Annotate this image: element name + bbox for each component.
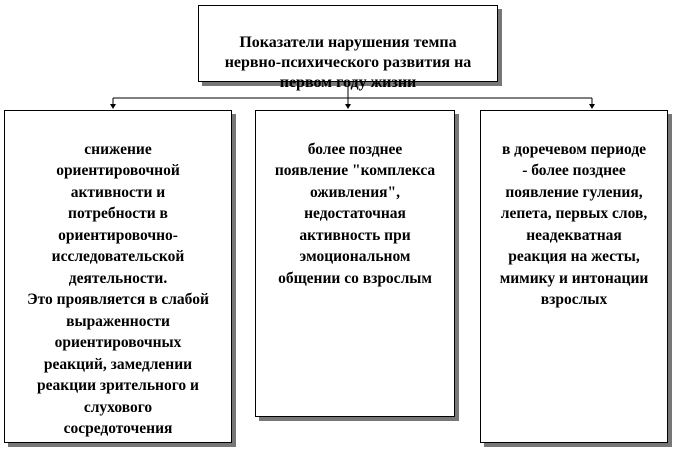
child-box-revival-complex-text: более позднее появление "комплекса оживления", недостаточная активность при эмоциональном общении со взрослым — [274, 140, 436, 287]
right-arrowhead-icon — [589, 104, 595, 109]
child-box-prespeech-period — [480, 110, 668, 443]
child-box-revival-complex — [255, 110, 455, 417]
root-box — [198, 5, 498, 91]
child-box-prespeech-period-text: в доречевом периоде - более позднее появление гуления, лепета, первых слов, неадекватная реакция на жесты, мимику и интонации взрослых — [499, 140, 649, 308]
child-box-orienting-activity-text: снижение ориентировочной активности и потребности в ориентировочно- исследовательской деятельности. Это проявляется в слабой выраженности ориентировочных реакций, замедлении реакции зрительного и слухового сосредоточения — [27, 140, 209, 437]
root-box-text: Показатели нарушения темпа нервно-психического развития на первом году жизни — [224, 34, 472, 91]
child-box-orienting-activity — [4, 110, 232, 443]
middle-arrowhead-icon — [345, 104, 351, 109]
left-arrowhead-icon — [110, 104, 116, 109]
